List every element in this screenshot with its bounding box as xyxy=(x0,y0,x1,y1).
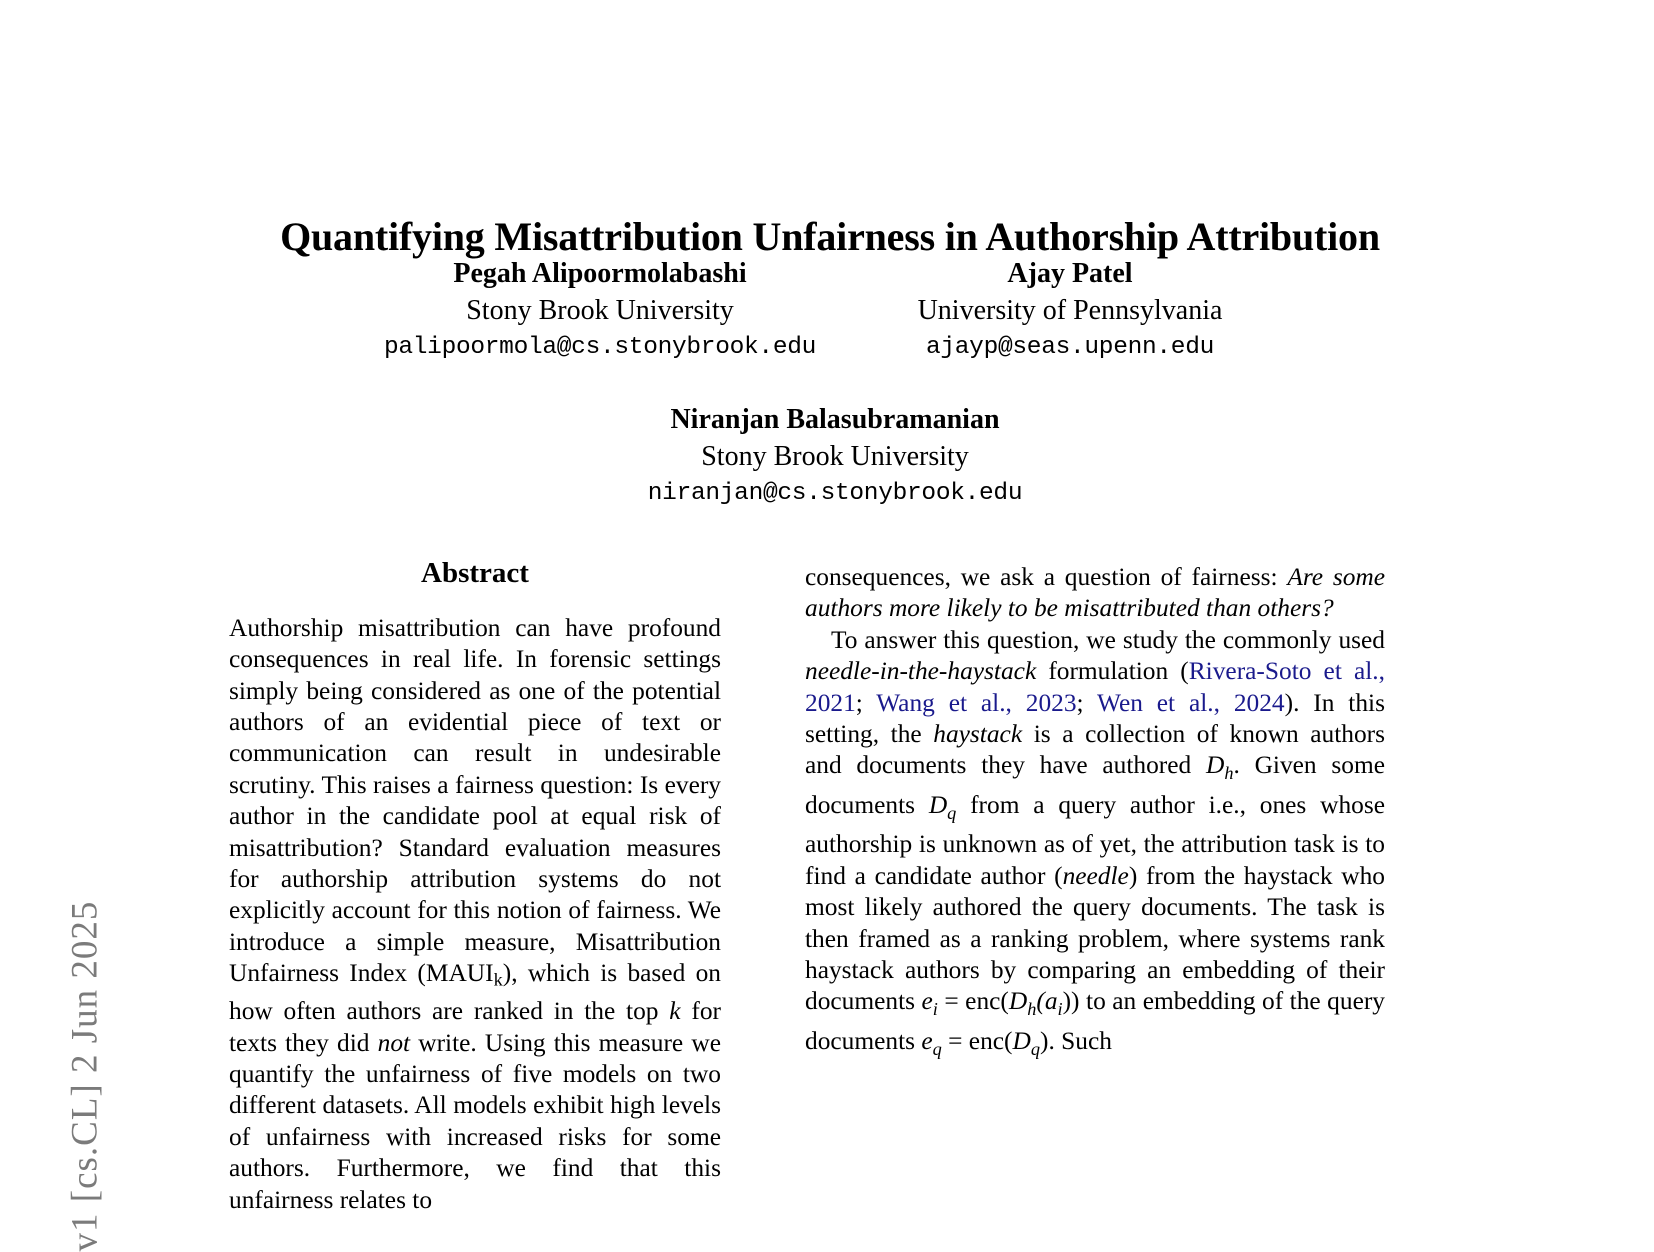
equation-enc-open-1: enc( xyxy=(965,987,1009,1016)
intro-sentence-1: To answer this question, we study the commonly used xyxy=(831,625,1385,654)
author-row-second xyxy=(200,402,1470,513)
haystack-italic: haystack xyxy=(933,720,1023,749)
intro-sentence-8: to an embedding of the query documents xyxy=(805,987,1385,1055)
intro-paragraph-2 xyxy=(805,625,1385,1066)
right-column xyxy=(805,562,1385,1065)
intro-sentence-7: ) from the haystack who most likely authored the query documents. The task is then framed as a ranking problem, where systems rank haystack authors by comparing an embedding of their documents xyxy=(805,861,1386,1016)
author-affiliation: Stony Brook University xyxy=(466,294,734,326)
abstract-italic-not: not xyxy=(377,1028,411,1057)
equation-equals-2: = xyxy=(941,1026,969,1055)
author-block-3 xyxy=(600,402,1070,513)
author-affiliation: Stony Brook University xyxy=(701,440,969,472)
intro-sentence-4: is a collection of known authors and documents they have authored xyxy=(805,720,1385,780)
arxiv-identifier-stamp: v1 [cs.CL] 2 Jun 2025 xyxy=(64,900,106,1252)
math-symbol-D-query xyxy=(928,790,957,823)
math-D: D xyxy=(1008,987,1028,1016)
abstract-text-part-2: ), which is based on how often authors are ranked in the top xyxy=(229,959,721,1026)
math-subscript-h: h xyxy=(1224,763,1234,784)
citation-link-rivera-soto[interactable]: Rivera-Soto et al., 2021 xyxy=(805,657,1385,717)
equation-equals-1: = xyxy=(937,987,966,1016)
math-e: e xyxy=(921,987,933,1016)
intro-sentence-6: from a query author i.e., ones whose authorship is unknown as of yet, the attribution task is to find a candidate author ( xyxy=(805,790,1385,890)
math-subscript-q: q xyxy=(1030,1039,1040,1059)
intro-sentence-9: . Such xyxy=(1048,1026,1112,1055)
author-name: Pegah Alipoormolabashi xyxy=(453,258,747,289)
maui-subscript-k: k xyxy=(493,969,503,990)
abstract-heading: Abstract xyxy=(421,557,529,589)
equation-D-h xyxy=(1008,987,1037,1020)
math-D: D xyxy=(1205,751,1225,780)
math-e: e xyxy=(921,1026,933,1055)
intro-sentence-5: . Given some documents xyxy=(805,751,1385,819)
equation-a-i xyxy=(1036,987,1063,1020)
math-subscript-i: i xyxy=(1057,999,1063,1020)
author-name: Ajay Patel xyxy=(1007,258,1133,289)
author-block-2 xyxy=(835,256,1305,367)
math-subscript-q: q xyxy=(947,803,957,823)
math-D: D xyxy=(1012,1026,1031,1055)
research-question-italic: Are some authors more likely to be misattributed than others? xyxy=(805,563,1386,623)
author-email[interactable]: ajayp@seas.upenn.edu xyxy=(925,333,1215,361)
intro-lead-text: consequences, we ask a question of fairness: xyxy=(805,563,1288,591)
math-subscript-i: i xyxy=(932,999,938,1020)
equation-close-1: )) xyxy=(1062,987,1080,1016)
abstract-text-part-1: Authorship misattribution can have profound consequences in real life. In forensic settings simply being considered as one of the potential authors of an evidential piece of text or communication can result in undesirable scrutiny. This raises a fairness question: Is every author in the candidate pool at equal risk of misattribution? Standard evaluation measures for authorship attribution systems do not explicitly account for this notion of fairness. We introduce a simple measure, Misattribution Unfairness Index (MAUI xyxy=(229,613,721,988)
author-name: Niranjan Balasubramanian xyxy=(670,404,1000,435)
abstract-text-part-4: write. Using this measure we quantify the unfairness of five models on two different datasets. All models exhibit high levels of unfairness with increased risks for some authors. Furthermore, we find that this unfairness relates to xyxy=(229,1028,721,1214)
math-symbol-D-haystack xyxy=(1205,751,1234,784)
needle-italic: needle xyxy=(1062,861,1129,890)
page-title: Quantifying Misattribution Unfairness in Authorship Attribution xyxy=(280,213,1380,259)
equation-D-q xyxy=(1012,1026,1040,1059)
author-email[interactable]: palipoormola@cs.stonybrook.edu xyxy=(383,333,817,361)
abstract-paragraph xyxy=(229,613,721,1216)
abstract-italic-k: k xyxy=(669,997,681,1026)
math-subscript-h: h xyxy=(1027,999,1037,1020)
intro-paragraph-1 xyxy=(805,562,1385,625)
intro-sentence-3: ). In this setting, the xyxy=(805,688,1385,749)
intro-sentence-2: formulation ( xyxy=(1036,657,1189,686)
abstract-text-part-3: for texts they did xyxy=(229,997,721,1057)
equation-query-embedding xyxy=(921,1026,942,1059)
citation-separator-2: ; xyxy=(1076,688,1098,717)
citation-link-wen[interactable]: Wen et al., 2024 xyxy=(1097,688,1285,717)
author-row-first xyxy=(200,256,1470,367)
math-a: (a xyxy=(1036,987,1058,1016)
citation-link-wang[interactable]: Wang et al., 2023 xyxy=(876,688,1077,717)
author-affiliation: University of Pennsylvania xyxy=(917,294,1223,326)
math-subscript-q: q xyxy=(932,1039,942,1059)
math-D: D xyxy=(928,790,948,819)
equation-close-2: ) xyxy=(1039,1026,1049,1055)
needle-in-haystack-italic: needle-in-the-haystack xyxy=(805,657,1037,686)
left-column xyxy=(229,556,721,1216)
author-email[interactable]: niranjan@cs.stonybrook.edu xyxy=(647,479,1023,507)
equation-enc-open-2: enc( xyxy=(968,1026,1013,1055)
author-block-1 xyxy=(365,256,835,367)
equation-author-embedding xyxy=(921,987,938,1020)
citation-separator-1: ; xyxy=(855,688,877,717)
